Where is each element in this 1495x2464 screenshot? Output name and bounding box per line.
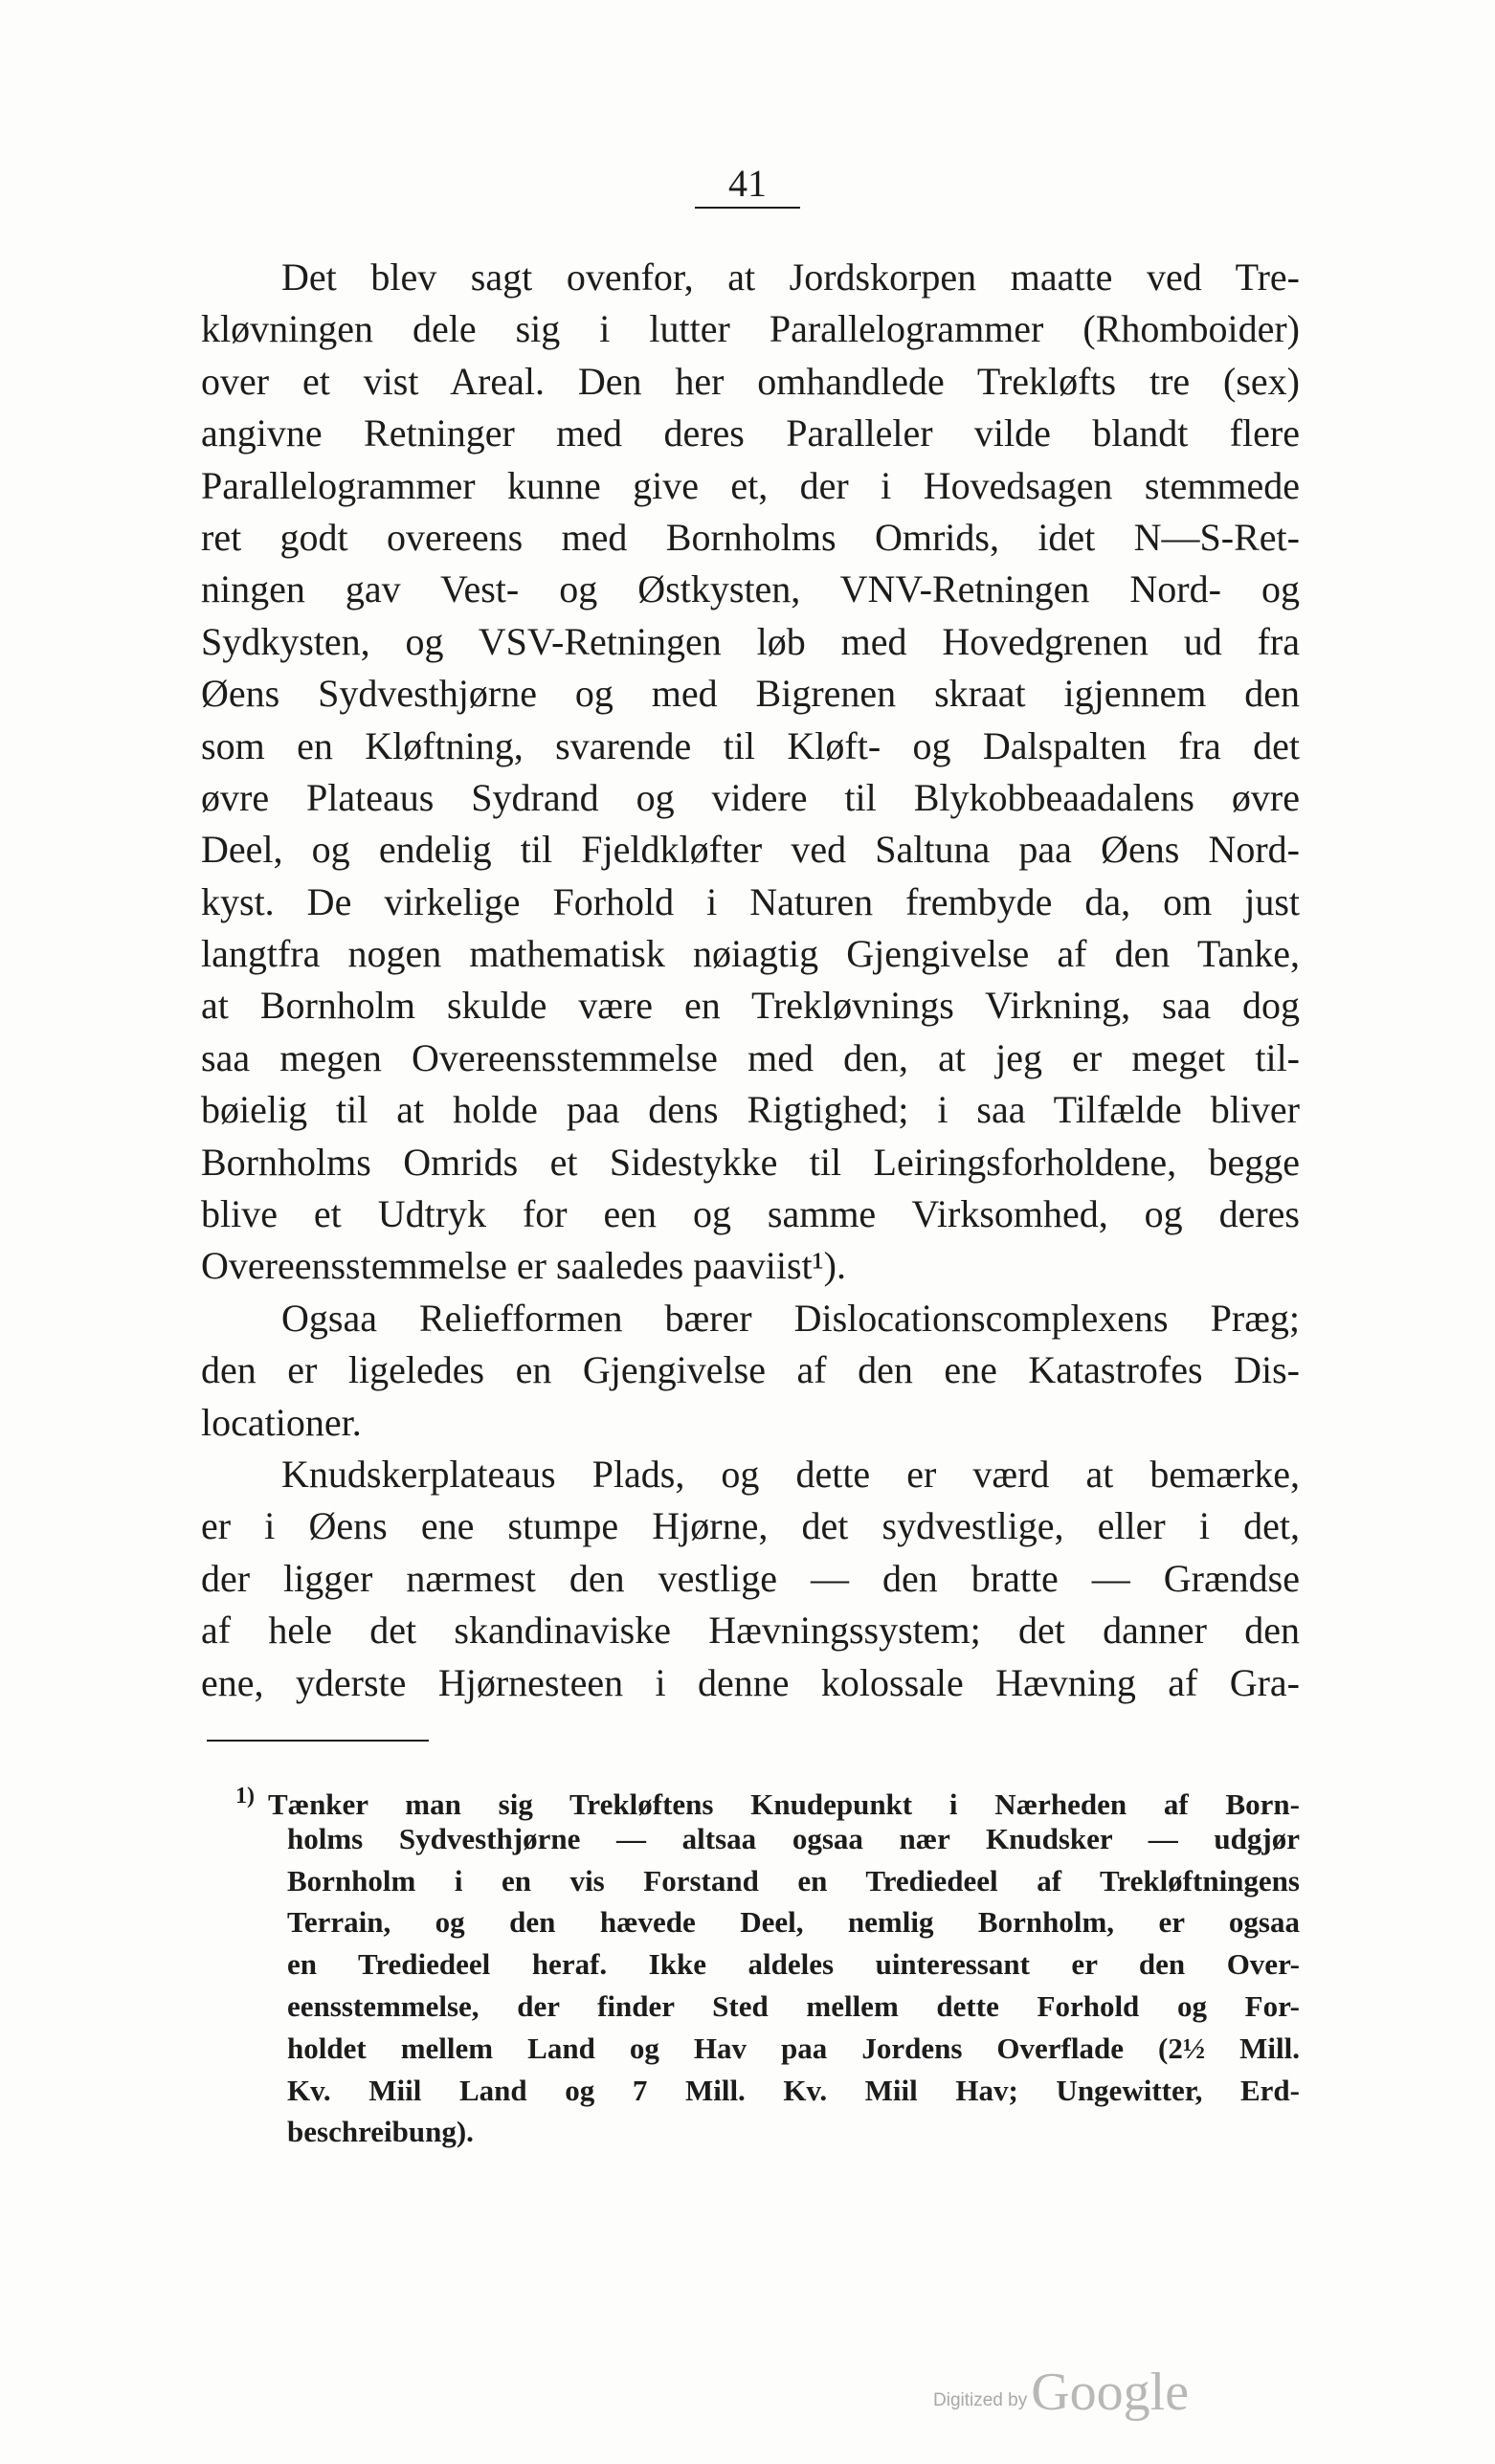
footnote-line-text: Tænker man sig Trekløftens Knudepunkt i Nærheden af Born- [268,1787,1300,1821]
body-line: over et vist Areal. Den her omhandlede Trekløfts tre (sex) [201,359,1300,403]
google-logo: Google [1031,2363,1190,2422]
body-line: Ogsaa Reliefformen bærer Dislocationscomplexens Præg; [281,1296,1300,1340]
footnote-line: Terrain, og den hævede Deel, nemlig Bornholm, er ogsaa [287,1905,1300,1940]
body-line: Parallelogrammer kunne give et, der i Hovedsagen stemmede [201,463,1300,507]
body-line: ningen gav Vest- og Østkysten, VNV-Retningen Nord- og [201,567,1300,611]
footnote-line: en Trediedeel heraf. Ikke aldeles uinteressant er den Over- [287,1947,1300,1982]
body-line: angivne Retninger med deres Paralleler vilde blandt flere [201,411,1300,455]
body-line: ret godt overeens med Bornholms Omrids, idet N—S-Ret- [201,515,1300,559]
body-line: kyst. De virkelige Forhold i Naturen frembyde da, om just [201,879,1300,923]
body-line: locationer. [201,1400,362,1444]
footnote-line: holdet mellem Land og Hav paa Jordens Overflade (2½ Mill. [287,2031,1300,2065]
footnote-line: beschreibung). [287,2115,474,2149]
body-line: blive et Udtryk for een og samme Virksomhed, og deres [201,1192,1300,1236]
body-line: er i Øens ene stumpe Hjørne, det sydvestlige, eller i det, [201,1504,1300,1548]
page-number-underline [695,207,800,209]
footnote [207,1776,1300,2153]
footnote-line: Kv. Miil Land og 7 Mill. Kv. Miil Hav; Ungewitter, Erd- [287,2073,1300,2107]
body-line: Knudskerplateaus Plads, og dette er værd at bemærke, [281,1452,1300,1496]
watermark-prefix: Digitized by [933,2390,1028,2410]
body-line: af hele det skandinaviske Hævningssystem; det danner den [201,1609,1300,1653]
footnote-line: holms Sydvesthjørne — altsaa ogsaa nær Knudsker — udgjør [287,1821,1300,1855]
footnote-marker: 1) [235,1784,255,1809]
body-line: Overeensstemmelse er saaledes paaviist¹). [201,1244,846,1288]
body-line: saa megen Overeensstemmelse med den, at jeg er meget til- [201,1035,1300,1079]
body-line: Bornholms Omrids et Sidestykke til Leiringsforholdene, begge [201,1140,1300,1184]
page-number: 41 [728,162,767,205]
footnote-line: Bornholm i en vis Forstand en Trediedeel af Trekløftningens [287,1863,1300,1898]
body-line: Øens Sydvesthjørne og med Bigrenen skraat igjennem den [201,672,1300,716]
digitized-watermark [933,2362,1189,2423]
body-line: kløvningen dele sig i lutter Parallelogrammer (Rhomboider) [201,307,1300,351]
body-line: at Bornholm skulde være en Trekløvnings Virkning, saa dog [201,984,1300,1028]
body-line: bøielig til at holde paa dens Rigtighed; i saa Tilfælde bliver [201,1088,1300,1132]
footnote-line: eensstemmelse, der finder Sted mellem dette Forhold og For- [287,1988,1300,2023]
body-line: øvre Plateaus Sydrand og videre til Blykobbeaadalens øvre [201,775,1300,819]
body-line: Sydkysten, og VSV-Retningen løb med Hovedgrenen ud fra [201,619,1300,663]
body-line: den er ligeledes en Gjengivelse af den ene Katastrofes Dis- [201,1348,1300,1392]
body-line: Deel, og endelig til Fjeldkløfter ved Saltuna paa Øens Nord- [201,828,1300,872]
body-line: langtfra nogen mathematisk nøiagtig Gjengivelse af den Tanke, [201,932,1300,976]
body-line: ene, yderste Hjørnesteen i denne kolossale Hævning af Gra- [201,1660,1300,1704]
body-line: Det blev sagt ovenfor, at Jordskorpen maatte ved Tre- [281,255,1300,299]
body-text [201,252,1300,1709]
body-line: som en Kløftning, svarende til Kløft- og Dalspalten fra det [201,723,1300,767]
footnote-line [207,1776,1300,1821]
footnote-separator [207,1740,429,1742]
body-line: der ligger nærmest den vestlige — den bratte — Grændse [201,1556,1300,1600]
